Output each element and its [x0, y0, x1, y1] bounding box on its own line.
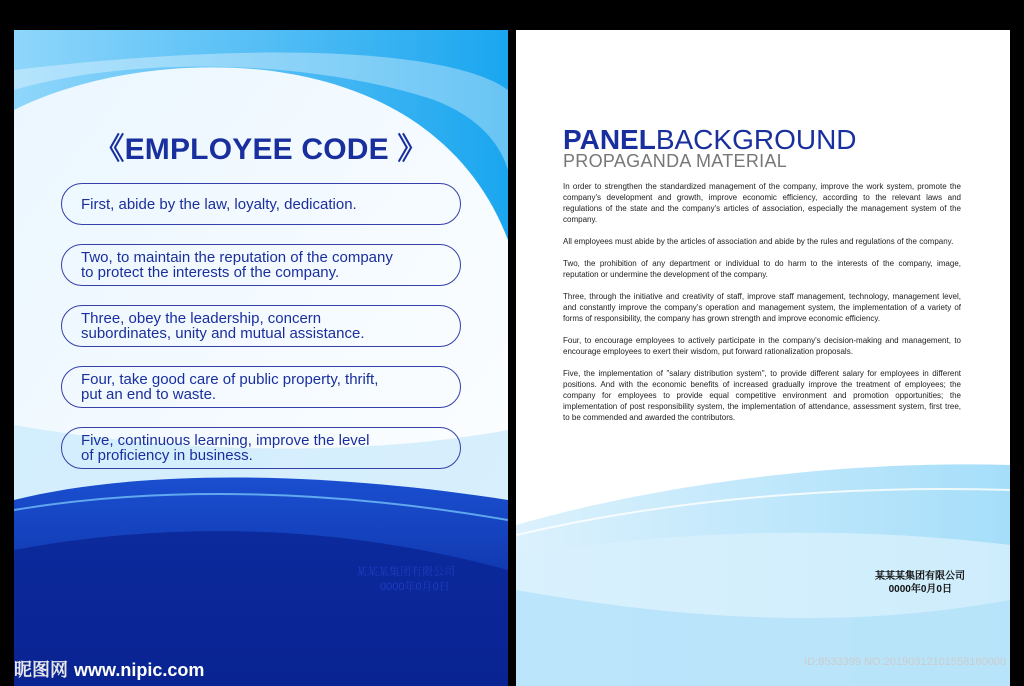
panel-subheading: PROPAGANDA MATERIAL [563, 151, 788, 171]
company-name: 某某某集团有限公司 [356, 566, 455, 578]
code-item-line: put an end to waste. [81, 386, 217, 403]
watermark-url: www.nipic.com [74, 660, 205, 680]
paragraph: All employees must abide by the articles of association and abide by the rules and regulations of the company. [563, 237, 954, 246]
watermark-brand: 昵图网 [14, 660, 68, 680]
code-item-2 [61, 244, 461, 286]
code-item-line: to protect the interests of the company. [81, 264, 340, 281]
code-item-line: Four, take good care of public property, thrift, [81, 371, 379, 388]
code-item-line: subordinates, unity and mutual assistance. [81, 325, 365, 342]
paragraph: In order to strengthen the standardized management of the company, improve the work system, promote the company's development and growth, improve economic efficiency, according to the relevant laws and regulations of the state and the company's articles of association, especially the management system of the company. [563, 182, 961, 224]
image-id-label: ID:8533399 NO:20190312101558160000 [804, 656, 1006, 668]
panel-background-sheet [516, 30, 1010, 686]
code-item-3 [61, 305, 461, 347]
panel-heading-rest: BACKGROUND [655, 124, 857, 155]
paragraph: Two, the prohibition of any department or individual to do harm to the interests of the company, image, reputation or undermine the development of the company. [563, 259, 961, 279]
employee-code-panel [14, 30, 508, 686]
paragraph: Four, to encourage employees to actively participate in the company's decision-making and management, to encourage employees to exert their wisdom, put forward rationalization proposals. [563, 336, 961, 356]
code-item-line: First, abide by the law, loyalty, dedication. [81, 195, 357, 213]
paragraph: Three, through the initiative and creativity of staff, improve staff management, technology, management level, and constantly improve the company's operation and management system, the implementation of a variety of forms of responsibility, the company has grown strength and improve economic efficiency. [563, 292, 961, 323]
company-date: 0000年0月0日 [888, 584, 952, 595]
code-item-5 [61, 427, 461, 469]
code-item-4 [61, 366, 461, 408]
paragraph: Five, the implementation of "salary distribution system", to provide different salary for employees in different positions. And with the economic benefits of increased gradually improve the treatment of employees; the company for employees to provide equal competitive environment and promotion opportunities; the implementation of post responsibility system, the implementation of attendance, assessment system, first tree, to be commended and awarded the contributors. [563, 369, 961, 422]
code-item-line: Three, obey the leadership, concern [81, 310, 322, 327]
code-item-line: Five, continuous learning, improve the level [81, 432, 370, 449]
company-date: 0000年0月0日 [380, 581, 450, 593]
body-text [563, 181, 961, 434]
code-item-1 [61, 183, 461, 225]
code-item-line: of proficiency in business. [81, 447, 253, 464]
company-name: 某某某集团有限公司 [875, 571, 965, 582]
panel-heading-bold: PANEL [563, 124, 656, 155]
code-item-line: Two, to maintain the reputation of the company [81, 249, 393, 266]
site-watermark [14, 656, 204, 682]
employee-code-title: 《EMPLOYEE CODE 》 [94, 133, 428, 166]
